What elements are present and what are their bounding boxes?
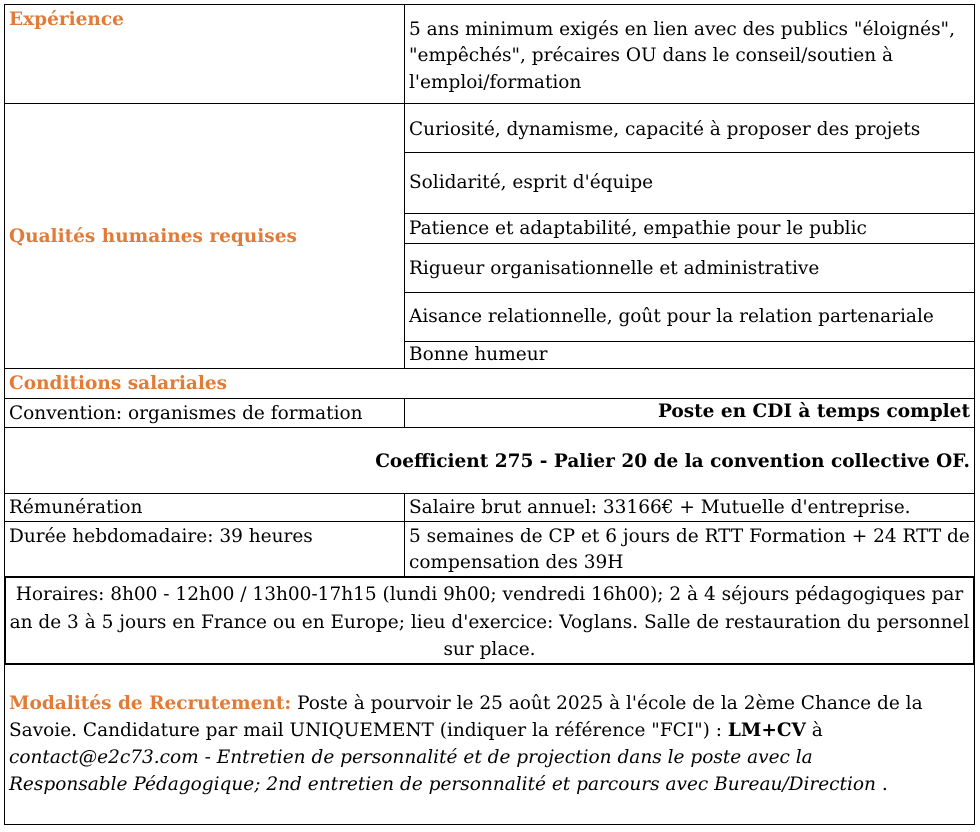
- leave-line-1: 5 semaines de CP et 6 jours de RTT Formation + 24 RTT de: [409, 526, 970, 547]
- schedule-line-3: sur place.: [443, 639, 536, 660]
- schedule-line-2: an de 3 à 5 jours en France ou en Europe; lieu d'exercice: Voglans. Salle de restauration du personnel: [9, 612, 970, 633]
- row-divider: [4, 493, 975, 494]
- row-divider: [4, 427, 975, 428]
- row-divider: [4, 103, 975, 104]
- quality-item: Solidarité, esprit d'équipe: [409, 172, 654, 193]
- quality-item: Curiosité, dynamisme, capacité à proposer des projets: [409, 119, 921, 140]
- column-divider: [404, 398, 405, 427]
- salary-heading: Conditions salariales: [9, 373, 228, 394]
- recruitment-text: Poste à pourvoir le 25 août 2025 à l'école de la 2ème Chance de la Savoie. Candidature par mail UNIQUEMENT (indiquer la référence "FCI") :: [9, 693, 923, 741]
- column-divider: [404, 493, 405, 577]
- application-documents: LM+CV: [727, 720, 806, 741]
- row-divider: [404, 152, 975, 153]
- schedule-line-1: Horaires: 8h00 - 12h00 / 13h00-17h15 (lundi 9h00; vendredi 16h00); 2 à 4 séjours pédagogiques par: [15, 584, 964, 605]
- experience-line-2: "empêchés", précaires OU dans le conseil/soutien à: [409, 45, 894, 66]
- quality-item: Aisance relationnelle, goût pour la relation partenariale: [409, 306, 934, 327]
- quality-item: Rigueur organisationnelle et administrative: [409, 258, 820, 279]
- leave-line-2: compensation des 39H: [409, 552, 624, 573]
- column-divider: [404, 4, 405, 369]
- quality-item: Bonne humeur: [409, 344, 548, 365]
- weekly-hours: Durée hebdomadaire: 39 heures: [9, 526, 313, 547]
- convention-text: Convention: organismes de formation: [9, 403, 363, 424]
- experience-line-3: l'emploi/formation: [409, 72, 582, 93]
- row-divider: [4, 521, 975, 522]
- interview-process: - Entretien de personnalité et de projection dans le poste avec la Responsable Pédagogique; 2nd entretien de personnalité et parcours avec Bureau/Direction: [9, 747, 876, 795]
- recruitment-text-2: à: [805, 720, 823, 741]
- experience-label: Expérience: [9, 9, 124, 30]
- recruitment-paragraph: [9, 690, 929, 798]
- recruitment-label: Modalités de Recrutement:: [9, 693, 292, 714]
- recruitment-end: .: [875, 774, 888, 795]
- experience-line-1: 5 ans minimum exigés en lien avec des publics "éloignés",: [409, 19, 955, 40]
- qualities-label: Qualités humaines requises: [9, 226, 297, 247]
- quality-item: Patience et adaptabilité, empathie pour le public: [409, 218, 867, 239]
- contract-type: Poste en CDI à temps complet: [657, 401, 970, 422]
- row-divider: [4, 368, 975, 369]
- contact-email[interactable]: contact@e2c73.com: [9, 747, 199, 768]
- row-divider: [404, 243, 975, 244]
- remuneration-label: Rémunération: [9, 497, 143, 518]
- row-divider: [404, 292, 975, 293]
- row-divider: [404, 213, 975, 214]
- remuneration-value: Salaire brut annuel: 33166€ + Mutuelle d'entreprise.: [409, 497, 911, 518]
- coefficient-text: Coefficient 275 - Palier 20 de la convention collective OF.: [375, 451, 970, 472]
